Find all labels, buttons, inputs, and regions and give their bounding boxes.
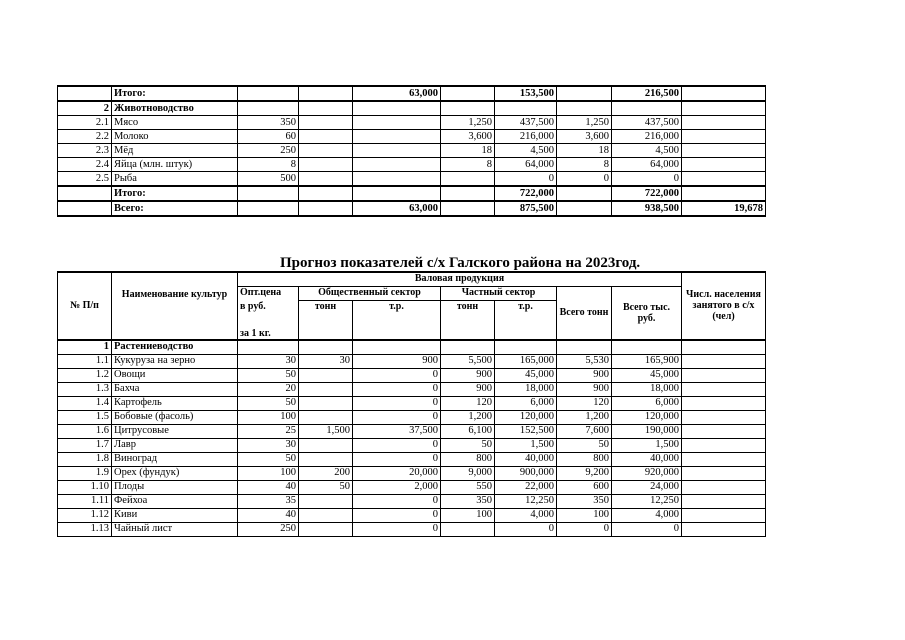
cell-people xyxy=(682,522,766,536)
cell-total-r: 722,000 xyxy=(612,186,682,201)
cell-total-t xyxy=(557,86,612,101)
table-row xyxy=(58,144,766,158)
cell-priv-r: 4,000 xyxy=(495,508,557,522)
cell-name: Яйца (млн. штук) xyxy=(112,158,238,172)
cell-total-t: 1,250 xyxy=(557,116,612,130)
cell-price: 250 xyxy=(238,522,299,536)
table-row xyxy=(58,340,766,355)
cell-no xyxy=(58,201,112,216)
cell-price: 50 xyxy=(238,368,299,382)
cell-total-t xyxy=(557,186,612,201)
table-row xyxy=(58,86,766,101)
cell-priv-t xyxy=(441,101,495,116)
cell-no: 1.7 xyxy=(58,438,112,452)
cell-people xyxy=(682,186,766,201)
cell-total-r: 920,000 xyxy=(612,466,682,480)
cell-priv-r: 22,000 xyxy=(495,480,557,494)
cell-priv-r: 722,000 xyxy=(495,186,557,201)
table-row xyxy=(58,438,766,452)
cell-pub-t xyxy=(299,158,353,172)
header-private-rub: т.р. xyxy=(495,301,557,340)
cell-price: 30 xyxy=(238,354,299,368)
cell-pub-r xyxy=(353,340,441,355)
cell-price: 30 xyxy=(238,438,299,452)
cell-priv-t: 8 xyxy=(441,158,495,172)
cell-name: Орех (фундук) xyxy=(112,466,238,480)
cell-total-r: 0 xyxy=(612,172,682,187)
cell-priv-r: 437,500 xyxy=(495,116,557,130)
cell-total-t: 5,530 xyxy=(557,354,612,368)
cell-pub-t xyxy=(299,116,353,130)
cell-priv-r xyxy=(495,340,557,355)
cell-total-t: 50 xyxy=(557,438,612,452)
cell-total-r: 6,000 xyxy=(612,396,682,410)
cell-pub-r: 37,500 xyxy=(353,424,441,438)
cell-total-t: 1,200 xyxy=(557,410,612,424)
cell-people xyxy=(682,172,766,187)
cell-pub-r xyxy=(353,116,441,130)
cell-priv-r xyxy=(495,101,557,116)
cell-priv-t: 1,200 xyxy=(441,410,495,424)
cell-people xyxy=(682,340,766,355)
cell-total-r xyxy=(612,340,682,355)
cell-price xyxy=(238,101,299,116)
cell-priv-r: 120,000 xyxy=(495,410,557,424)
cell-pub-r xyxy=(353,144,441,158)
cell-people xyxy=(682,508,766,522)
cell-priv-r: 216,000 xyxy=(495,130,557,144)
cell-priv-r: 12,250 xyxy=(495,494,557,508)
cell-total-r: 4,500 xyxy=(612,144,682,158)
cell-pub-t xyxy=(299,101,353,116)
cell-total-t: 900 xyxy=(557,368,612,382)
cell-total-t: 3,600 xyxy=(557,130,612,144)
cell-total-r: 18,000 xyxy=(612,382,682,396)
cell-no: 1.8 xyxy=(58,452,112,466)
cell-price xyxy=(238,340,299,355)
cell-people xyxy=(682,101,766,116)
cell-price: 250 xyxy=(238,144,299,158)
cell-total-t: 350 xyxy=(557,494,612,508)
cell-pub-t xyxy=(299,172,353,187)
cell-name: Итого: xyxy=(112,86,238,101)
cell-priv-t: 18 xyxy=(441,144,495,158)
cell-name: Виноград xyxy=(112,452,238,466)
cell-total-r: 45,000 xyxy=(612,368,682,382)
cell-priv-t: 100 xyxy=(441,508,495,522)
cell-pub-t xyxy=(299,494,353,508)
cell-pub-r: 900 xyxy=(353,354,441,368)
cell-no: 1.11 xyxy=(58,494,112,508)
cell-priv-t: 5,500 xyxy=(441,354,495,368)
cell-pub-r xyxy=(353,101,441,116)
cell-name: Чайный лист xyxy=(112,522,238,536)
table-row xyxy=(58,172,766,187)
cell-priv-t: 1,250 xyxy=(441,116,495,130)
cell-pub-t xyxy=(299,186,353,201)
cell-name: Растениеводство xyxy=(112,340,238,355)
cell-people xyxy=(682,424,766,438)
cell-pub-r: 0 xyxy=(353,368,441,382)
cell-pub-t xyxy=(299,130,353,144)
cell-priv-r: 4,500 xyxy=(495,144,557,158)
table-row xyxy=(58,494,766,508)
cell-no: 2.5 xyxy=(58,172,112,187)
cell-total-t: 8 xyxy=(557,158,612,172)
cell-priv-t: 120 xyxy=(441,396,495,410)
cell-people: 19,678 xyxy=(682,201,766,216)
cell-price xyxy=(238,201,299,216)
cell-total-r: 216,000 xyxy=(612,130,682,144)
cell-pub-r: 0 xyxy=(353,410,441,424)
cell-priv-r: 165,000 xyxy=(495,354,557,368)
cell-name: Киви xyxy=(112,508,238,522)
cell-total-r: 40,000 xyxy=(612,452,682,466)
cell-pub-t xyxy=(299,508,353,522)
cell-price: 100 xyxy=(238,466,299,480)
forecast-table xyxy=(57,271,766,537)
cell-pub-r xyxy=(353,158,441,172)
table-row xyxy=(58,410,766,424)
cell-priv-r: 152,500 xyxy=(495,424,557,438)
table-row xyxy=(58,186,766,201)
cell-name: Мёд xyxy=(112,144,238,158)
cell-pub-t xyxy=(299,368,353,382)
table-row xyxy=(58,201,766,216)
cell-no: 1.12 xyxy=(58,508,112,522)
header-total-tons: Всего тонн xyxy=(557,287,612,340)
forecast-title: Прогноз показателей с/х Галского района на 2023год. xyxy=(280,255,641,271)
cell-total-t: 800 xyxy=(557,452,612,466)
header-price-line1: Опт.цена xyxy=(238,287,299,301)
cell-pub-r: 0 xyxy=(353,508,441,522)
header-public-tons: тонн xyxy=(299,301,353,340)
cell-people xyxy=(682,86,766,101)
cell-price: 350 xyxy=(238,116,299,130)
cell-pub-t: 200 xyxy=(299,466,353,480)
cell-total-r: 64,000 xyxy=(612,158,682,172)
table-row xyxy=(58,508,766,522)
cell-pub-t: 1,500 xyxy=(299,424,353,438)
cell-no: 2.1 xyxy=(58,116,112,130)
cell-total-r: 938,500 xyxy=(612,201,682,216)
cell-people xyxy=(682,466,766,480)
cell-pub-t: 30 xyxy=(299,354,353,368)
cell-total-t xyxy=(557,201,612,216)
livestock-table-body xyxy=(58,86,766,216)
cell-pub-r: 20,000 xyxy=(353,466,441,480)
cell-no: 1.13 xyxy=(58,522,112,536)
header-name: Наименование культур xyxy=(112,272,238,340)
cell-priv-t xyxy=(441,86,495,101)
cell-no: 1.6 xyxy=(58,424,112,438)
cell-no: 1.10 xyxy=(58,480,112,494)
cell-pub-r: 63,000 xyxy=(353,201,441,216)
cell-people xyxy=(682,354,766,368)
cell-total-t: 0 xyxy=(557,522,612,536)
cell-total-r: 12,250 xyxy=(612,494,682,508)
cell-priv-t: 350 xyxy=(441,494,495,508)
livestock-table xyxy=(57,85,766,217)
cell-people xyxy=(682,144,766,158)
cell-total-r: 437,500 xyxy=(612,116,682,130)
cell-pub-r: 0 xyxy=(353,438,441,452)
table-row xyxy=(58,116,766,130)
cell-price: 20 xyxy=(238,382,299,396)
table-row xyxy=(58,452,766,466)
table-row xyxy=(58,480,766,494)
cell-pub-t xyxy=(299,522,353,536)
table-row xyxy=(58,354,766,368)
cell-people xyxy=(682,368,766,382)
cell-no: 1.4 xyxy=(58,396,112,410)
cell-priv-r: 64,000 xyxy=(495,158,557,172)
cell-price: 50 xyxy=(238,396,299,410)
cell-no: 1.2 xyxy=(58,368,112,382)
header-price-line3: за 1 кг. xyxy=(238,314,299,340)
cell-people xyxy=(682,438,766,452)
cell-priv-t xyxy=(441,522,495,536)
table-row xyxy=(58,396,766,410)
cell-name: Молоко xyxy=(112,130,238,144)
cell-pub-t xyxy=(299,452,353,466)
table-row xyxy=(58,130,766,144)
cell-priv-r: 875,500 xyxy=(495,201,557,216)
table-row xyxy=(58,466,766,480)
cell-total-r: 120,000 xyxy=(612,410,682,424)
cell-priv-r: 0 xyxy=(495,522,557,536)
cell-name: Плоды xyxy=(112,480,238,494)
cell-pub-t: 50 xyxy=(299,480,353,494)
cell-total-r: 1,500 xyxy=(612,438,682,452)
table-row xyxy=(58,368,766,382)
cell-priv-r: 1,500 xyxy=(495,438,557,452)
cell-no: 2.3 xyxy=(58,144,112,158)
cell-total-r: 4,000 xyxy=(612,508,682,522)
cell-name: Рыба xyxy=(112,172,238,187)
header-no: № П/п xyxy=(58,272,112,340)
cell-people xyxy=(682,480,766,494)
cell-total-t: 0 xyxy=(557,172,612,187)
cell-total-t: 900 xyxy=(557,382,612,396)
cell-pub-r xyxy=(353,172,441,187)
cell-people xyxy=(682,382,766,396)
cell-pub-r: 0 xyxy=(353,522,441,536)
cell-priv-t xyxy=(441,172,495,187)
cell-people xyxy=(682,494,766,508)
cell-pub-t xyxy=(299,410,353,424)
header-total-rub: Всего тыс. руб. xyxy=(612,287,682,340)
cell-name: Бахча xyxy=(112,382,238,396)
cell-name: Овощи xyxy=(112,368,238,382)
cell-pub-r: 2,000 xyxy=(353,480,441,494)
cell-total-r: 165,900 xyxy=(612,354,682,368)
cell-price: 40 xyxy=(238,508,299,522)
cell-total-t: 7,600 xyxy=(557,424,612,438)
cell-pub-r: 63,000 xyxy=(353,86,441,101)
cell-pub-t xyxy=(299,396,353,410)
cell-name: Лавр xyxy=(112,438,238,452)
cell-total-t: 120 xyxy=(557,396,612,410)
cell-name: Животноводство xyxy=(112,101,238,116)
cell-no: 1 xyxy=(58,340,112,355)
cell-no xyxy=(58,186,112,201)
cell-priv-r: 6,000 xyxy=(495,396,557,410)
cell-priv-t: 900 xyxy=(441,382,495,396)
cell-name: Фейхоа xyxy=(112,494,238,508)
cell-price: 60 xyxy=(238,130,299,144)
cell-no: 2.4 xyxy=(58,158,112,172)
cell-name: Цитрусовые xyxy=(112,424,238,438)
cell-priv-r: 900,000 xyxy=(495,466,557,480)
cell-pub-t xyxy=(299,144,353,158)
header-private-tons: тонн xyxy=(441,301,495,340)
cell-total-t: 600 xyxy=(557,480,612,494)
cell-people xyxy=(682,396,766,410)
cell-priv-t: 6,100 xyxy=(441,424,495,438)
cell-people xyxy=(682,158,766,172)
cell-priv-t: 3,600 xyxy=(441,130,495,144)
cell-price: 50 xyxy=(238,452,299,466)
cell-pub-t xyxy=(299,201,353,216)
cell-price xyxy=(238,86,299,101)
header-private-sector: Частный сектор xyxy=(441,287,557,301)
cell-priv-r: 18,000 xyxy=(495,382,557,396)
cell-no: 2 xyxy=(58,101,112,116)
header-public-rub: т.р. xyxy=(353,301,441,340)
cell-priv-r: 0 xyxy=(495,172,557,187)
table-row xyxy=(58,382,766,396)
cell-no: 1.5 xyxy=(58,410,112,424)
cell-people xyxy=(682,130,766,144)
cell-priv-t: 900 xyxy=(441,368,495,382)
cell-price: 40 xyxy=(238,480,299,494)
cell-people xyxy=(682,452,766,466)
cell-total-t: 100 xyxy=(557,508,612,522)
cell-price xyxy=(238,186,299,201)
cell-no: 1.1 xyxy=(58,354,112,368)
cell-name: Кукуруза на зерно xyxy=(112,354,238,368)
cell-price: 25 xyxy=(238,424,299,438)
cell-people xyxy=(682,116,766,130)
cell-total-r xyxy=(612,101,682,116)
header-gross: Валовая продукция xyxy=(238,272,682,287)
cell-name: Всего: xyxy=(112,201,238,216)
cell-pub-t xyxy=(299,340,353,355)
table-row xyxy=(58,158,766,172)
cell-pub-t xyxy=(299,438,353,452)
cell-priv-r: 153,500 xyxy=(495,86,557,101)
cell-no xyxy=(58,86,112,101)
cell-total-r: 216,500 xyxy=(612,86,682,101)
cell-pub-r: 0 xyxy=(353,452,441,466)
cell-no: 1.9 xyxy=(58,466,112,480)
cell-no: 2.2 xyxy=(58,130,112,144)
cell-name: Бобовые (фасоль) xyxy=(112,410,238,424)
cell-priv-r: 40,000 xyxy=(495,452,557,466)
header-price-line2: в руб. xyxy=(238,301,299,314)
cell-name: Итого: xyxy=(112,186,238,201)
cell-pub-t xyxy=(299,86,353,101)
cell-pub-r xyxy=(353,186,441,201)
cell-price: 100 xyxy=(238,410,299,424)
cell-pub-r xyxy=(353,130,441,144)
forecast-table-header xyxy=(58,272,766,340)
cell-priv-r: 45,000 xyxy=(495,368,557,382)
cell-total-r: 0 xyxy=(612,522,682,536)
cell-pub-r: 0 xyxy=(353,494,441,508)
cell-total-r: 24,000 xyxy=(612,480,682,494)
cell-total-t xyxy=(557,340,612,355)
cell-pub-r: 0 xyxy=(353,382,441,396)
cell-total-r: 190,000 xyxy=(612,424,682,438)
cell-total-t: 9,200 xyxy=(557,466,612,480)
cell-priv-t xyxy=(441,340,495,355)
table-row xyxy=(58,424,766,438)
cell-priv-t xyxy=(441,201,495,216)
cell-people xyxy=(682,410,766,424)
cell-no: 1.3 xyxy=(58,382,112,396)
cell-priv-t xyxy=(441,186,495,201)
table-row xyxy=(58,522,766,536)
cell-price: 500 xyxy=(238,172,299,187)
cell-pub-r: 0 xyxy=(353,396,441,410)
cell-priv-t: 9,000 xyxy=(441,466,495,480)
header-people: Числ. населения занятого в с/х (чел) xyxy=(682,272,766,340)
cell-total-t: 18 xyxy=(557,144,612,158)
cell-total-t xyxy=(557,101,612,116)
cell-name: Картофель xyxy=(112,396,238,410)
forecast-table-body xyxy=(58,340,766,537)
cell-priv-t: 50 xyxy=(441,438,495,452)
cell-pub-t xyxy=(299,382,353,396)
cell-price: 8 xyxy=(238,158,299,172)
cell-priv-t: 800 xyxy=(441,452,495,466)
cell-priv-t: 550 xyxy=(441,480,495,494)
cell-name: Мясо xyxy=(112,116,238,130)
header-public-sector: Общественный сектор xyxy=(299,287,441,301)
table-row xyxy=(58,101,766,116)
cell-price: 35 xyxy=(238,494,299,508)
